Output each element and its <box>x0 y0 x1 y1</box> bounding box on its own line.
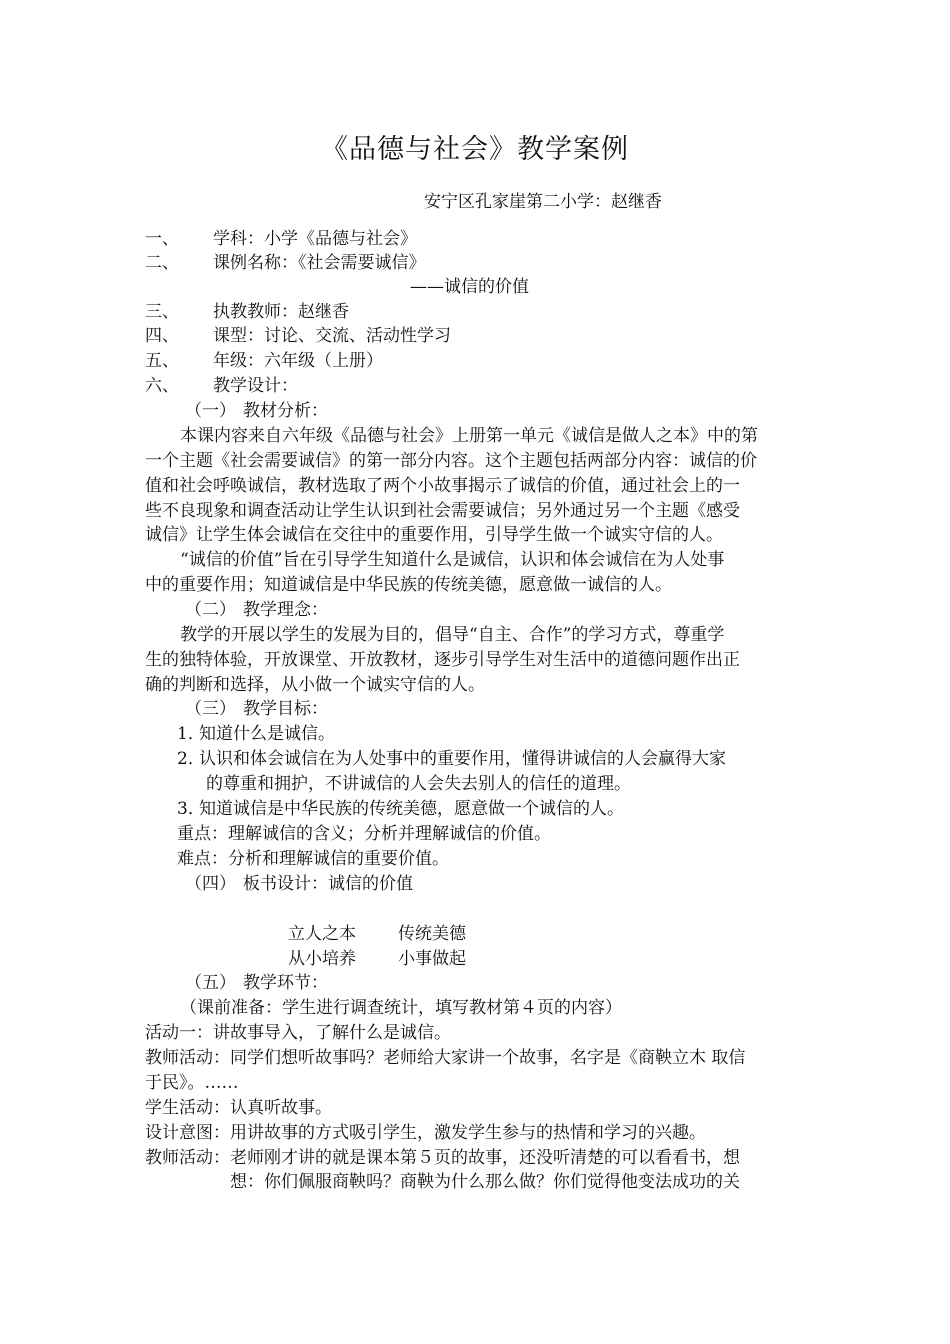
author-line: 安宁区孔家崖第二小学：赵继香 <box>424 192 662 212</box>
item-number: 一、 <box>145 229 179 249</box>
item-text: 课型：讨论、交流、活动性学习 <box>213 326 451 346</box>
teacher-activity-line: 于民》。…… <box>145 1073 239 1093</box>
item-number: 五、 <box>145 351 179 371</box>
para2-line: 中的重要作用；知道诚信是中华民族的传统美德，愿意做一诚信的人。 <box>145 575 672 595</box>
design-intent: 设计意图：用讲故事的方式吸引学生，激发学生参与的热情和学习的兴趣。 <box>145 1123 706 1143</box>
board-cell: 立人之本 <box>288 924 356 944</box>
section-text: 教材分析： <box>243 401 328 421</box>
item-lesson-name <box>145 251 426 275</box>
goal-item <box>177 722 335 746</box>
section-text: 教学目标： <box>243 699 328 719</box>
goal-text: 知道什么是诚信。 <box>199 724 335 744</box>
item-text: 学科：小学《品德与社会》 <box>213 229 417 249</box>
item-text: 课例名称：《社会需要诚信》 <box>213 253 426 273</box>
board-cell: 传统美德 <box>398 924 466 944</box>
item-teacher <box>145 300 349 324</box>
teacher-activity-line: 想：你们佩服商鞅吗？商鞅为什么那么做？你们觉得他变法成功的关 <box>230 1172 740 1192</box>
lesson-subtitle: ——诚信的价值 <box>410 277 529 297</box>
section-heading-1 <box>185 399 328 423</box>
preparation-note: （课前准备：学生进行调查统计，填写教材第４页的内容） <box>180 998 622 1018</box>
goal-number: 3． <box>177 799 205 819</box>
board-cell: 小事做起 <box>398 949 466 969</box>
section-heading-3 <box>185 697 328 721</box>
para1-line: 值和社会呼唤诚信，教材选取了两个小故事揭示了诚信的价值，通过社会上的一 <box>145 476 740 496</box>
section-number: （二） <box>185 600 236 620</box>
teacher-activity-line: 教师活动：同学们想听故事吗？老师给大家讲一个故事，名字是《商鞅立木 取信 <box>145 1048 746 1068</box>
para1-line: 些不良现象和调查活动让学生认识到社会需要诚信；另外通过另一个主题《感受 <box>145 501 740 521</box>
goal-text: 认识和体会诚信在为人处事中的重要作用，懂得讲诚信的人会赢得大家 <box>199 749 726 769</box>
goal-continuation: 的尊重和拥护，不讲诚信的人会失去别人的信任的道理。 <box>206 774 631 794</box>
item-design <box>145 374 298 398</box>
section-heading-2 <box>185 598 328 622</box>
item-subject <box>145 227 417 251</box>
item-grade <box>145 349 383 373</box>
para3-line: 生的独特体验，开放课堂、开放教材，逐步引导学生对生活中的道德问题作出正 <box>145 650 740 670</box>
item-text: 年级：六年级（上册） <box>213 351 383 371</box>
item-number: 四、 <box>145 326 179 346</box>
activity-heading: 活动一：讲故事导入，了解什么是诚信。 <box>145 1023 451 1043</box>
item-number: 二、 <box>145 253 179 273</box>
goal-text: 知道诚信是中华民族的传统美德，愿意做一个诚信的人。 <box>199 799 624 819</box>
teacher-activity-line: 教师活动：老师刚才讲的就是课本第５页的故事，还没听清楚的可以看看书，想 <box>145 1148 740 1168</box>
para3-line: 教学的开展以学生的发展为目的，倡导“自主、合作”的学习方式，尊重学 <box>180 625 725 645</box>
section-number: （四） <box>185 874 236 894</box>
difficult-point: 难点：分析和理解诚信的重要价值。 <box>177 849 449 869</box>
goal-item <box>177 747 726 771</box>
goal-item <box>177 797 624 821</box>
item-lesson-type <box>145 324 451 348</box>
key-point: 重点：理解诚信的含义；分析并理解诚信的价值。 <box>177 824 551 844</box>
goal-number: 2． <box>177 749 205 769</box>
section-number: （一） <box>185 401 236 421</box>
section-heading-5 <box>185 971 328 995</box>
item-number: 三、 <box>145 302 179 322</box>
para2-line: “诚信的价值”旨在引导学生知道什么是诚信，认识和体会诚信在为人处事 <box>180 550 725 570</box>
para1-line: 本课内容来自六年级《品德与社会》上册第一单元《诚信是做人之本》中的第 <box>180 426 758 446</box>
section-number: （五） <box>185 973 236 993</box>
document-title: 《品德与社会》教学案例 <box>321 134 629 165</box>
board-cell: 从小培养 <box>288 949 356 969</box>
item-text: 执教教师：赵继香 <box>213 302 349 322</box>
item-text: 教学设计： <box>213 376 298 396</box>
section-heading-4 <box>185 872 413 896</box>
item-number: 六、 <box>145 376 179 396</box>
para1-line: 诚信》让学生体会诚信在交往中的重要作用，引导学生做一个诚实守信的人。 <box>145 525 723 545</box>
para3-line: 确的判断和选择，从小做一个诚实守信的人。 <box>145 675 485 695</box>
section-number: （三） <box>185 699 236 719</box>
student-activity: 学生活动：认真听故事。 <box>145 1098 332 1118</box>
para1-line: 一个主题《社会需要诚信》的第一部分内容。这个主题包括两部分内容：诚信的价 <box>145 451 757 471</box>
goal-number: 1． <box>177 724 205 744</box>
section-text: 教学环节： <box>243 973 328 993</box>
section-text: 板书设计：诚信的价值 <box>243 874 413 894</box>
section-text: 教学理念： <box>243 600 328 620</box>
